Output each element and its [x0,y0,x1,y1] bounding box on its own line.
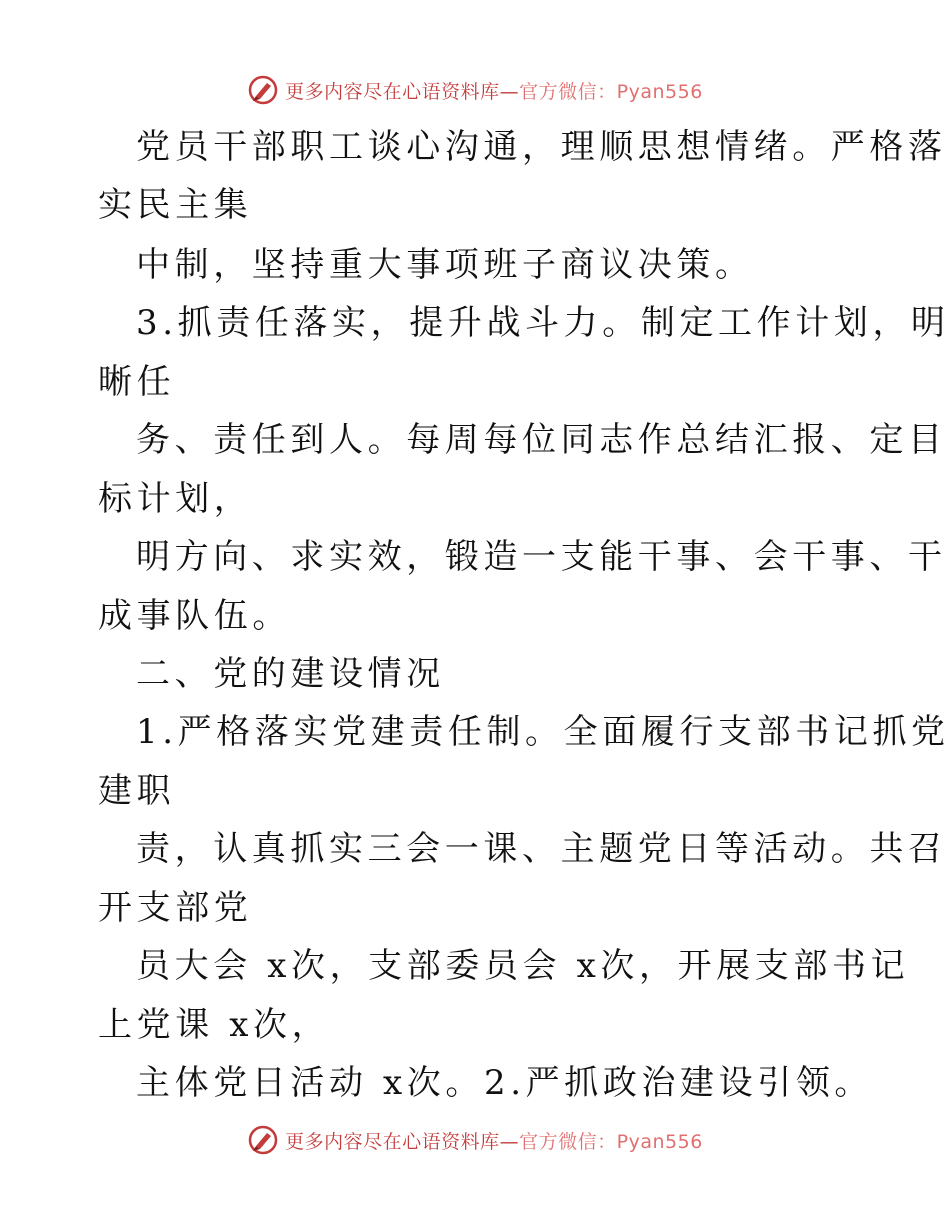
body-line: 成事队伍。 [98,596,291,636]
watermark-site-text: 更多内容尽在心语资料库— [285,1130,520,1153]
section-heading: 二、党的建设情况 [136,654,445,694]
pen-logo-icon [247,1124,279,1156]
watermark-site-text: 更多内容尽在心语资料库— [285,80,520,103]
header-watermark [0,70,950,110]
body-line: 中制，坚持重大事项班子商议决策。 [136,245,754,285]
watermark-text [285,77,703,104]
body-line: 1.严格落实党建责任制。全面履行支部书记抓党 [136,712,950,752]
body-line: 明方向、求实效，锻造一支能干事、会干事、干 [136,537,947,577]
pen-logo-icon [247,74,279,106]
body-line: 建职 [98,771,176,811]
body-line: 上党课 x次， [98,1005,331,1045]
watermark-wechat-text: 官方微信：Pyan556 [519,80,703,103]
body-line: 3.抓责任落实，提升战斗力。制定工作计划，明 [136,303,950,343]
watermark-wechat-text: 官方微信：Pyan556 [519,1130,703,1153]
body-line: 员大会 x次，支部委员会 x次，开展支部书记 [136,946,910,986]
body-line: 晰任 [98,362,176,402]
body-line: 标计划， [98,479,253,519]
footer-watermark [0,1120,950,1160]
body-line: 主体党日活动 x次。2.严抓政治建设引领。 [136,1063,874,1103]
watermark-text [285,1127,703,1154]
body-line: 务、责任到人。每周每位同志作总结汇报、定目 [136,420,947,460]
body-line: 责，认真抓实三会一课、主题党日等活动。共召 [136,829,947,869]
body-line: 党员干部职工谈心沟通，理顺思想情绪。严格落 [136,127,947,167]
body-line: 开支部党 [98,888,253,928]
body-line: 实民主集 [98,185,253,225]
